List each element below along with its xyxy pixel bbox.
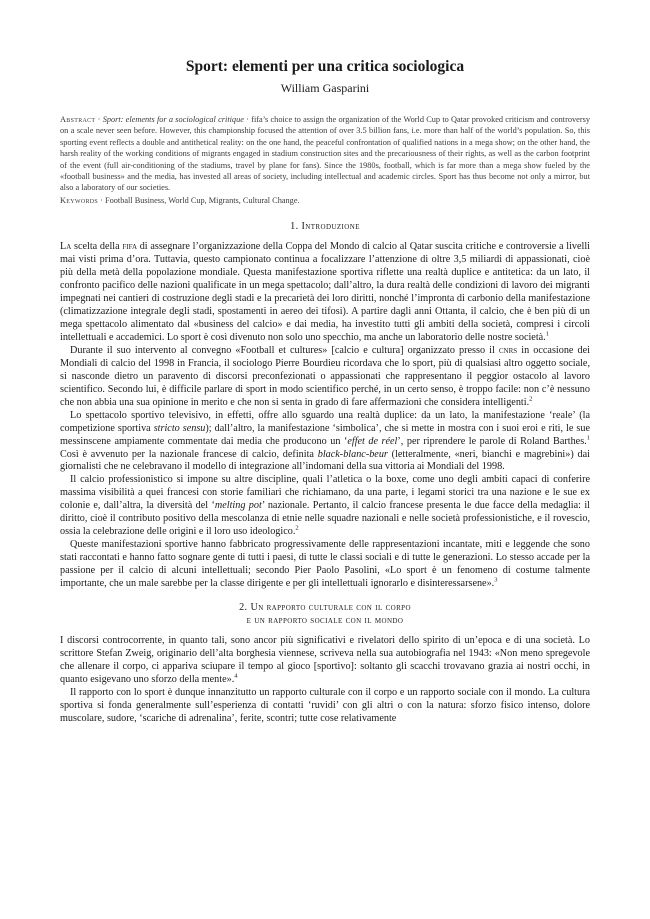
abstract: [60, 114, 590, 194]
drop-lead: La: [60, 241, 72, 253]
keywords-label: Keywords: [60, 195, 99, 205]
footnote-ref: 3: [494, 576, 498, 584]
text-run: Il calcio professionistico si impone su altre discipline, quali l’atletica o la boxe, come uno degli ambiti capaci di conferire massima visibilità a quei francesi con storie familiari che richiamano, da una parte, i legami storici tra una nazione e le sue ex colonie e, dall’altra, la diversità del ‘: [60, 474, 590, 512]
text-run: I discorsi controcorrente, in quanto tali, sono ancor più significativi e rivelatori dello spirito di un’epoca e di una società. Lo scrittore Stefan Zweig, originario dell’alta borghesia viennese, scriveva nella sua autobiografia nel 1943: «Non meno spregevole che allenare il corpo, ci appariva sciupare il tempo al gioco [sportivo]: soltanto gli scacchi trovavano grazia ai nostri occhi, in quanto esigevano uno sforzo della mente».: [60, 634, 590, 685]
footnote-ref: 4: [234, 672, 238, 680]
abstract-text: · fifa’s choice to assign the organization of the World Cup to Qatar provoked criticism and controversy on a scale never seen before. However, this championship focused the attention of over 3.5 billion fans, i.e. more than half of the world’s population. So, this sporting event reflects a double and antithetical reality: on the one hand, the peaceful confrontation of qualified nations in a mega show; on the other hand, the harsh reality of the working conditions of migrants engaged in stadium construction sites and the precariousness of their rights, as well as the carbon footprint of the event (full air-conditioning of the stadiums, travel by plane for fans). Since the 1980s, football, which is far more than a mega show fueled by the «football business» and the media, has invested all areas of society, including intellectual and academic circles. Sport has thus become not only a mirror, but also a laboratory of our societies.: [60, 115, 590, 193]
section-1-paragraph-3: [60, 410, 590, 475]
section-1-paragraph-4: [60, 474, 590, 539]
text-run: ); dall’altro, la manifestazione ‘simbolica’, che si mette in mostra con i suoi eroi e riti, le sue messinscene ampiamente commentate dai media che producono un ‘: [60, 422, 590, 447]
article-page: [60, 58, 590, 726]
abstract-label: Abstract: [60, 115, 96, 124]
keywords-text: · Football Business, World Cup, Migrants, Cultural Change.: [98, 195, 300, 205]
italic-run: black-blanc-beur: [317, 448, 388, 460]
section-2-heading: [60, 601, 590, 627]
section-1-heading: 1. Introduzione: [290, 221, 360, 233]
italic-run: stricto sensu: [153, 422, 206, 434]
text-run: scelta della: [71, 241, 123, 253]
article-title: Sport: elementi per una critica sociologica: [185, 58, 465, 75]
italic-run: effet de réel: [347, 435, 398, 447]
footnote-ref: 2: [529, 395, 533, 403]
text-run: Queste manifestazioni sportive hanno fabbricato progressivamente delle rappresentazioni incantate, miti e leggende che sono stati raccontati e hanno fatto sognare gente di tutti i paesi, di tutte le classi sociali e di tutte le generazioni. Lo stesso accade per la passione per il calcio di alcuni intellettuali; secondo Pier Paolo Pasolini, «Lo sport è un fenomeno di costume talmente importante, che un male sarebbe per la classe dirigente e per gli intellettuali ignorarlo e disinteressarsene».: [60, 539, 590, 590]
section-2-paragraph-2: [60, 687, 590, 726]
keywords: [60, 195, 590, 206]
fifa-acronym: fifa: [122, 241, 138, 253]
italic-run: melting pot: [214, 500, 262, 512]
section-2-heading-line-2: e un rapporto sociale con il mondo: [246, 614, 404, 626]
section-1-paragraph-2: [60, 345, 590, 410]
text-run: di assegnare l’organizzazione della Coppa del Mondo di calcio al Qatar suscita critiche e controversie a livelli mai visti prima d’ora. Tuttavia, questo campionato continua a focalizzare l’attenzione di oltre 3,5 miliardi di appassionati, cioè più della metà della popolazione mondiale. Questa manifestazione sportiva riflette una realtà duplice e antitetica: da un lato, il confronto pacifico delle nazioni qualificate in un mega spettacolo; dall’altro, la dura realtà delle condizioni di lavoro dei migranti impegnati nei cantieri di costruzione degli stadi e la precarietà dei loro diritti, nonché l’impronta di carbonio della manifestazione (climatizzazione integrale degli stadi, spostamenti in aereo dei tifosi). A partire dagli anni Ottanta, il calcio, che è ben più di un mega spettacolo alimentato dal «business del calcio» e dai media, ha investito tutti gli ambiti della società, compresi i circoli intellettuali e accademici. Lo sport è così divenuto non solo uno specchio, ma anche un laboratorio delle nostre società.: [60, 241, 590, 343]
text-run: ’, per riprendere le parole di Roland Barthes.: [397, 435, 587, 447]
abstract-english-title: Sport: elements for a sociological critique: [102, 115, 244, 124]
abstract-separator: ·: [95, 115, 103, 124]
section-1-paragraph-5: [60, 539, 590, 591]
cnrs-acronym: cnrs: [498, 344, 518, 356]
footnote-ref: 1: [586, 434, 590, 442]
section-2-heading-line-1: 2. Un rapporto culturale con il corpo: [239, 601, 411, 613]
text-run: Durante il suo intervento al convegno «Football et cultures» [calcio e cultura] organizzato presso il: [70, 344, 499, 356]
article-author: William Gasparini: [280, 81, 370, 95]
section-2-paragraph-1: [60, 635, 590, 687]
footnote-ref: 1: [545, 330, 549, 338]
text-run: Così è avvenuto per la nazionale francese di calcio, definita: [60, 448, 318, 460]
footnote-ref: 2: [295, 524, 299, 532]
section-1-paragraph-1: [60, 241, 590, 345]
text-run: (letteralmente, «neri, bianchi e magrebini») dai giornalisti che ne celebravano il modello di integrazione all’indomani della sua vittoria ai Mondiali del 1998.: [60, 448, 590, 473]
text-run: Lo spettacolo sportivo televisivo, in effetti, offre allo sguardo una realtà duplice: da un lato, la manifestazione ‘reale’ (la competizione sportiva: [60, 409, 590, 434]
text-run: Il rapporto con lo sport è dunque innanzitutto un rapporto culturale con il corpo e un rapporto sociale con il mondo. La cultura sportiva si fonda generalmente sull’esperienza di contatti ‘ruvidi’ con gli altri o con la natura: sforzo fisico intenso, dolore muscolare, sudore, ‘scariche di adrenalina’, ferite, scontri; tutte cose relativamente: [60, 686, 590, 724]
text-run: ’ nazionale. Pertanto, il calcio francese presenta le due facce della medaglia: il diritto, cioè il contributo positivo della mescolanza di etnie nelle squadre nazionali e nelle società professionistiche, e il rovescio, ossia la celebrazione delle origini e il loro uso ideologico.: [60, 500, 591, 538]
text-run: in occasione dei Mondiali di calcio del 1998 in Francia, il sociologo Pierre Bourdieu ricordava che lo sport, più di qualsiasi altro oggetto sociale, si nasconde dietro un paravento di discorsi preconfezionati o appassionati che rappresentano il peggior ostacolo al lavoro scientifico. Secondo lui, è difficile parlare di sport in modo scientifico perché, in un certo senso, è troppo facile: non c’è nessuno che non abbia una sua opinione in merito e che non si senta in grado di fare affermazioni che considera intelligenti.: [60, 344, 590, 408]
